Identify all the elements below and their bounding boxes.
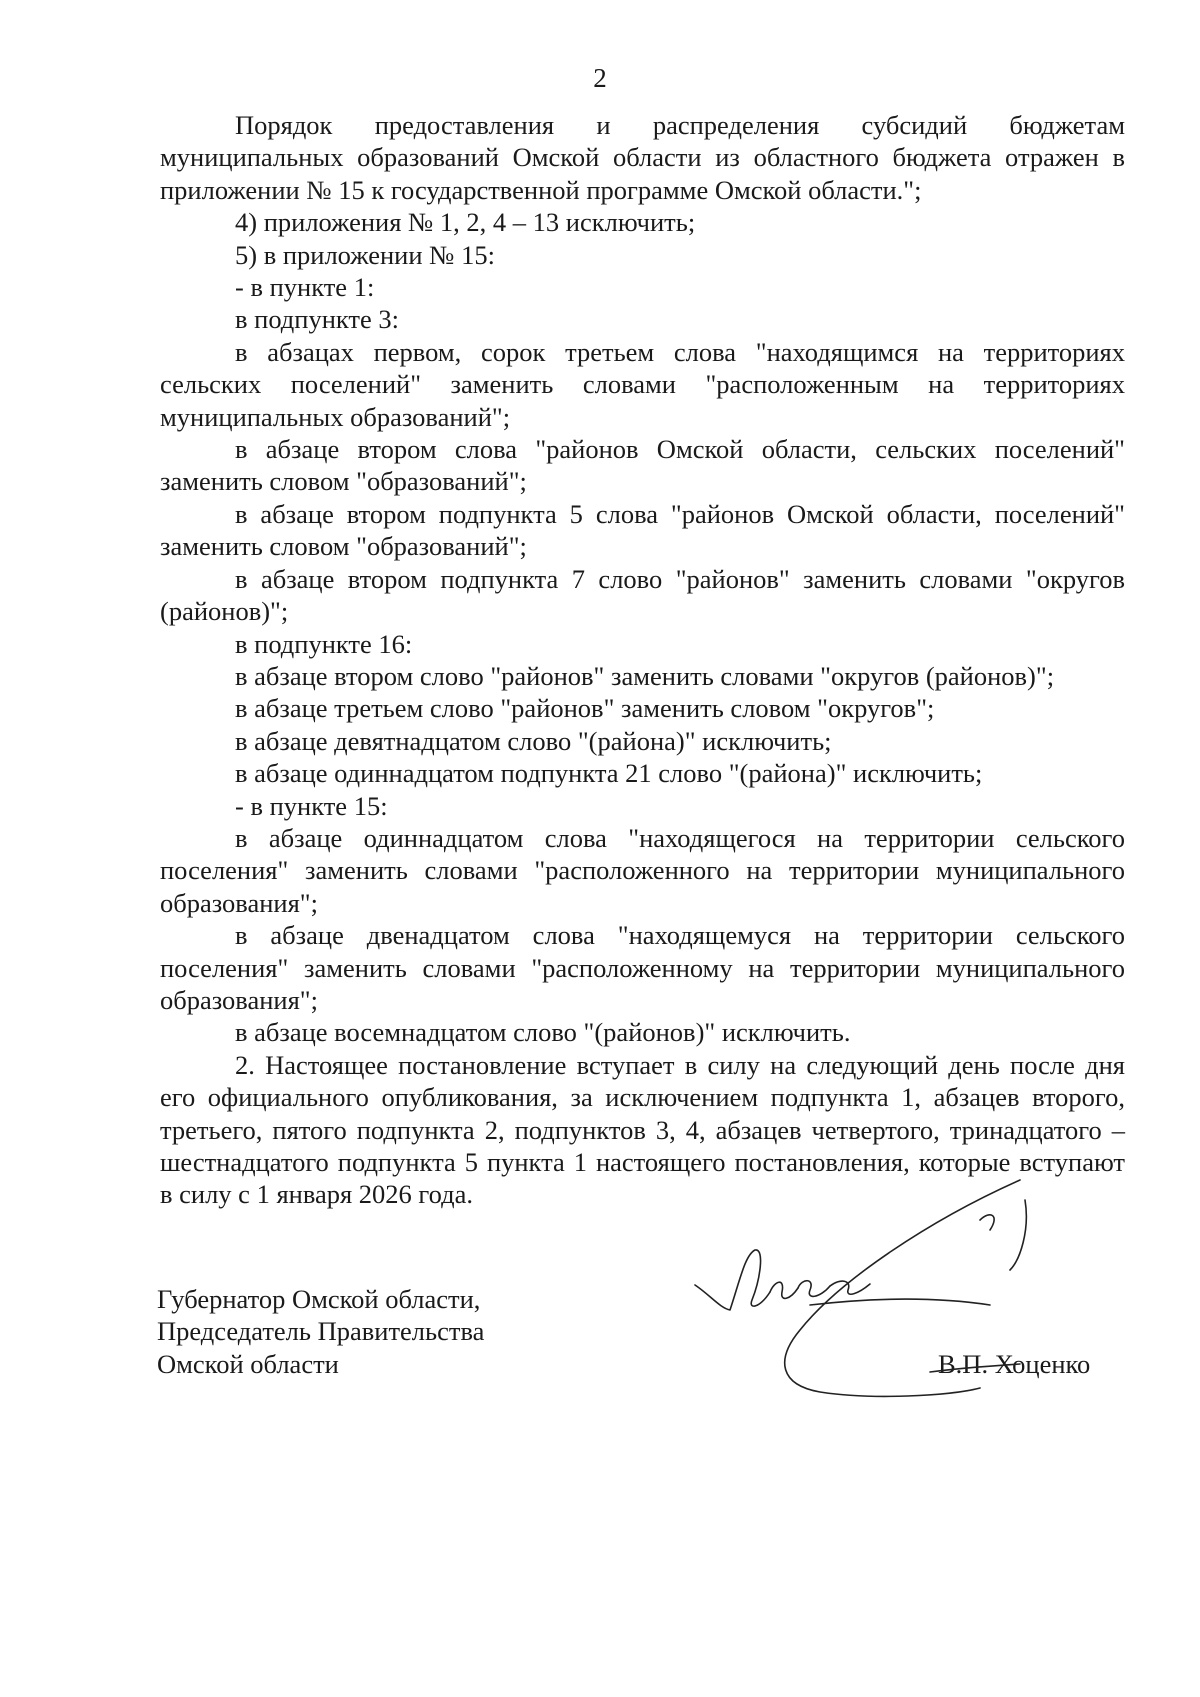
paragraph: в абзаце втором слово "районов" заменить словами "округов (районов)";: [235, 660, 1055, 691]
paragraph: Порядок предоставления и распределения субсидий бюджетам муниципальных образований Омской области из областного бюджета отражен в приложении № 15 к государственной программе Омской области.";: [160, 110, 1125, 205]
paragraph: 2. Настоящее постановление вступает в силу на следующий день после дня его официального опубликования, за исключением подпункта 1, абзацев второго, третьего, пятого подпункта 2, подпунктов 3, 4, абзацев четвертого, тринадцатого – шестнадцатого подпункта 5 пункта 1 настоящего постановления, которые вступают в силу с 1 января 2026 года.: [160, 1049, 1125, 1210]
signatory-title-line: Омской области: [157, 1348, 339, 1379]
paragraph: в абзаце восемнадцатом слово "(районов)" исключить.: [235, 1017, 851, 1048]
paragraph: в подпункте 16:: [235, 628, 413, 659]
paragraph: в абзацах первом, сорок третьем слова "находящимся на территориях сельских поселений" заменить словами "расположенным на территориях муниципальных образований";: [160, 336, 1125, 432]
paragraph: в абзаце втором слова "районов Омской области, сельских поселений" заменить словом "образований";: [160, 434, 1125, 497]
paragraph: 4) приложения № 1, 2, 4 – 13 исключить;: [235, 207, 696, 238]
paragraph: в абзаце одиннадцатом подпункта 21 слово "(района)" исключить;: [235, 758, 983, 789]
paragraph: в абзаце девятнадцатом слово "(района)" исключить;: [235, 725, 832, 756]
signatory-title: [157, 1283, 484, 1380]
paragraph: - в пункте 15:: [235, 790, 388, 821]
paragraph: в абзаце двенадцатом слова "находящемуся на территории сельского поселения" заменить словами "расположенному на территории муниципального образования";: [160, 920, 1125, 1015]
paragraph: в подпункте 3:: [235, 304, 400, 335]
handwritten-signature: [690, 1160, 1100, 1400]
paragraph: в абзаце втором подпункта 7 слово "районов" заменить словами "округов (районов)";: [160, 563, 1125, 627]
paragraph: в абзаце одиннадцатом слова "находящегося на территории сельского поселения" заменить словами "расположенного на территории муниципального образования";: [160, 822, 1125, 918]
document-body: [160, 109, 1125, 1211]
paragraph: - в пункте 1:: [235, 272, 375, 303]
signatory-title-line: Председатель Правительства: [157, 1316, 485, 1347]
paragraph: в абзаце третьем слово "районов" заменить словом "округов";: [235, 693, 935, 724]
page-number: 2: [593, 63, 607, 93]
signer-name: В.П. Хоценко: [938, 1349, 1091, 1379]
paragraph: в абзаце втором подпункта 5 слова "районов Омской области, поселений" заменить словом "образований";: [160, 498, 1125, 562]
paragraph: 5) в приложении № 15:: [235, 239, 495, 270]
signatory-title-line: Губернатор Омской области,: [157, 1284, 481, 1314]
